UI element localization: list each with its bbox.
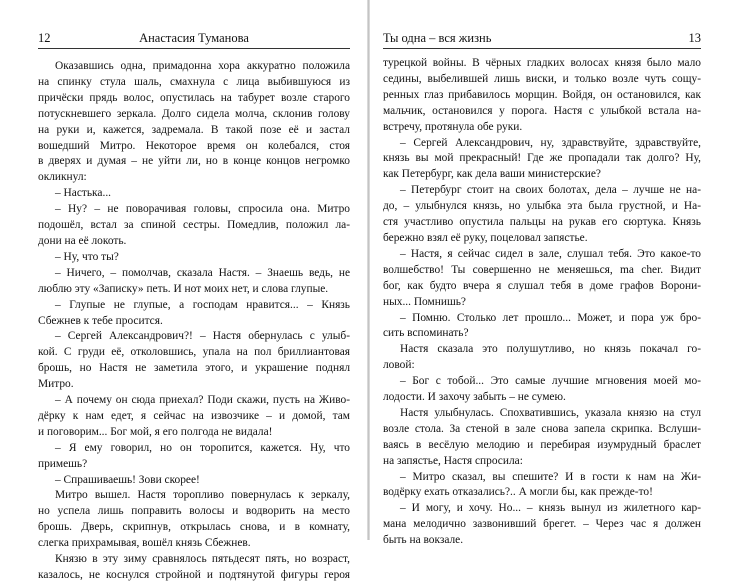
text-line: дёрку к нам едет, я сейчас на извозчике – и домой, там — [38, 409, 350, 422]
text-line: лодости. И захочу забыть – не сумею. — [383, 391, 566, 404]
text-line: – И могу, и хочу. Но... – князь вынул из жилетного кар- — [400, 502, 701, 515]
right-page-number: 13 — [688, 31, 701, 45]
text-line: окликнул: — [38, 171, 87, 184]
text-line: и поговорим... Бог мой, я его полгода не видала! — [38, 425, 273, 438]
right-page-text — [383, 56, 701, 549]
text-line: подошёл, встал за спиной сестры. Помедлив, положил ла- — [38, 219, 350, 232]
text-line: Настя сказала это полушутливо, но князь покачал го- — [400, 343, 701, 356]
text-line: – Помню. Столько лет прошло... Может, и пора уж бро- — [400, 311, 701, 324]
text-line: ренных глаз прибавилось морщин. Войдя, он остановился, как — [383, 88, 701, 101]
text-line: на спинку стула шаль, смахнула с лица выбившуюся из — [38, 75, 350, 88]
text-line: волшебство! Ты совершенно не меняешься, ma cher. Видит — [383, 263, 701, 276]
text-line: Митро вышел. Настя торопливо повернулась к зеркалу, — [55, 489, 350, 502]
text-line: – Я ему говорил, но он торопится, кажется. Ну, что — [55, 441, 350, 454]
left-page — [0, 0, 368, 581]
text-line: Оказавшись одна, примадонна хора аккуратно положила — [55, 60, 350, 72]
text-line: мальчик, остановился у порога. Настя с улыбкой встала на- — [383, 104, 701, 117]
text-line: причёски прядь волос, опустилась на табурет возле старого — [38, 91, 350, 104]
text-line: быть на вокзале. — [383, 534, 464, 547]
text-line: кой. С груди её, отколовшись, упала на пол бриллиантовая — [38, 346, 350, 359]
text-line: – Настя, я сейчас сидел в зале, слушал тебя. Это какое-то — [400, 247, 701, 260]
text-line: Князю в эту зиму сравнялось пятьдесят пять, но возраст, — [55, 553, 350, 566]
text-line: – Ну? – не поворачивая головы, спросила она. Митро — [55, 203, 350, 216]
text-line: – Сергей Александрович?! – Настя обернулась с улыб- — [55, 330, 350, 343]
text-line: до, – улыбнулся князь, но улыбка эта была грустной, и На- — [383, 200, 701, 213]
text-line: возле стола. За стеной в зале снова запела скрипка. Вслуши- — [383, 422, 701, 435]
text-line: водёрку ехать отказались?.. А могли бы, как прежде-то! — [383, 486, 653, 499]
text-line: князь вы мой прекрасный! Где же пропадали так долго? Ну, — [383, 152, 701, 165]
text-line: седины, выбелившей лишь виски, и только возле чуть сощу- — [383, 72, 701, 85]
text-line: казалось, не коснулся стройной и подтянутой фигуры героя — [38, 569, 350, 581]
text-line: люблю эту «Записку» петь. И нот моих нет, и слова глупые. — [38, 282, 329, 295]
text-line: ловой: — [383, 359, 415, 372]
text-line: встречу, протянула обе руки. — [383, 120, 523, 133]
text-line: дони на её локоть. — [38, 234, 127, 247]
text-line: но успела лишь поправить волосы и водворить на место — [38, 505, 350, 518]
text-line: – Настька... — [55, 187, 112, 200]
text-line: слегка прихрамывая, вошёл князь Сбежнев. — [38, 537, 251, 550]
left-header-rule — [38, 48, 350, 49]
text-line: Настя улыбнулась. Спохватившись, указала князю на стул — [400, 406, 701, 419]
text-line: брошь, но Настя не заметила этого, и украшение поднял — [38, 362, 350, 375]
text-line: бережно взял её руку, поцеловал запястье. — [383, 231, 588, 244]
text-line: примешь? — [38, 457, 88, 470]
right-header-rule — [383, 48, 701, 49]
text-line: на руки и, кажется, задремала. В такой позе её и застал — [38, 123, 350, 136]
text-line: брошь. Дверь, скрипнув, открылась снова, и в комнату, — [38, 521, 350, 534]
text-line: – Петербург стоит на своих болотах, дела – лучше не на- — [400, 184, 701, 197]
left-page-text — [38, 59, 350, 584]
text-line: – Митро сказал, вы спешите? И в гости к нам на Жи- — [400, 470, 701, 483]
text-line: потускневшего зеркала. Долго сидела молча, склонив голову — [38, 107, 350, 120]
text-line: Сбежнев к тебе просится. — [38, 314, 163, 327]
left-header-title: Анастасия Туманова — [139, 31, 249, 45]
text-line: в дверях и думая – не уйти ли, но в конце концов негромко — [38, 155, 350, 168]
text-line: бог, как будто вчера я слушал тебя в доме графов Ворони- — [383, 279, 701, 292]
text-line: стя участливо опустила пальцы на рукав его сюртука. Князь — [383, 216, 701, 229]
text-line: сить вспоминать? — [383, 327, 469, 340]
text-line: ных... Помнишь? — [383, 295, 466, 308]
text-line: – Спрашиваешь! Зови скорее! — [55, 473, 200, 486]
text-line: – А почему он сюда приехал? Поди скажи, пусть на Живо- — [55, 394, 350, 407]
right-header-title: Ты одна – вся жизнь — [383, 31, 492, 45]
text-line: – Глупые не глупые, а господам нравится... – Князь — [55, 298, 350, 311]
left-page-number: 12 — [38, 31, 51, 45]
text-line: – Ну, что ты? — [55, 250, 119, 263]
right-page — [369, 0, 737, 547]
text-line: как Петербург, как дела ваши министерские? — [383, 168, 601, 181]
text-line: – Ничего, – помолчав, сказала Настя. – Знаешь ведь, не — [55, 266, 350, 279]
text-line: Митро. — [38, 378, 74, 391]
text-line: мана мелодично зазвонивший брегет. – Через час я должен — [383, 518, 701, 531]
text-line: – Бог с тобой... Это самые лучшие мгновения моей мо- — [400, 375, 701, 388]
text-line: ваясь в весёлую мелодию и перебирая изумрудный браслет — [383, 438, 701, 451]
text-line: вошедший Митро. Некоторое время он колебался, стоя — [38, 139, 350, 152]
text-line: на запястье, Настя спросила: — [383, 454, 523, 467]
text-line: – Сергей Александрович, ну, здравствуйте, здравствуйте, — [400, 136, 701, 149]
text-line: турецкой войны. В чёрных гладких волосах князя было мало — [383, 57, 701, 69]
